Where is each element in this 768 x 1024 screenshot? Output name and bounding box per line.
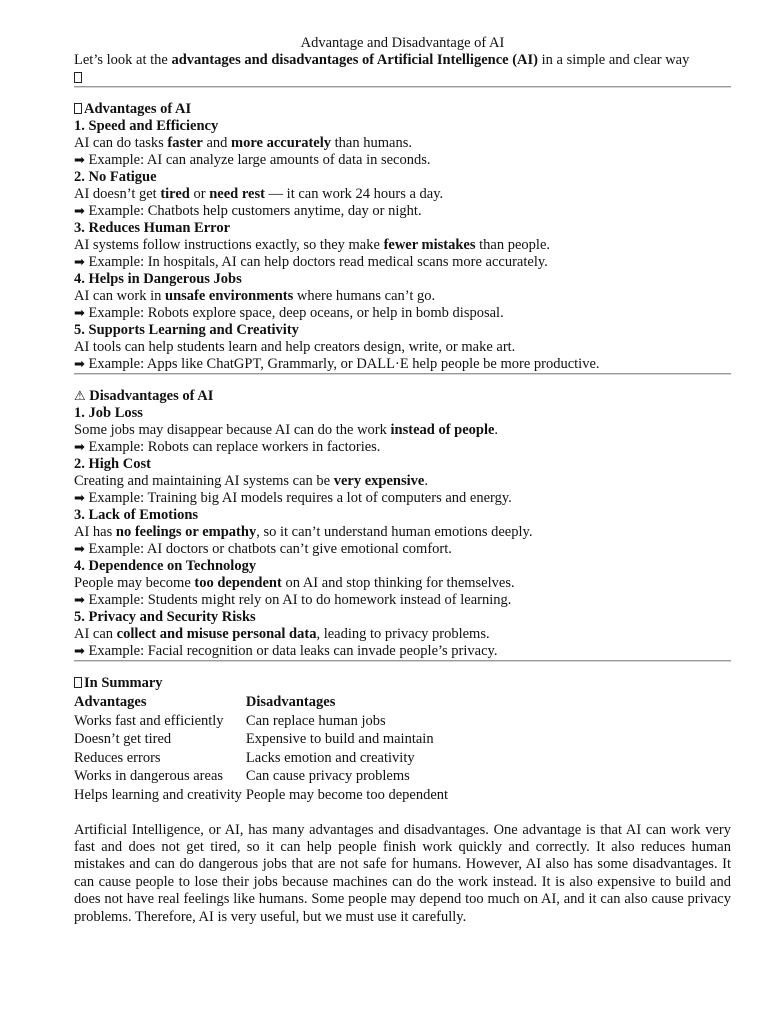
- disadvantage-item-text: [74, 575, 731, 592]
- disadvantage-item-heading: 3. Lack of Emotions: [74, 507, 199, 523]
- disadvantage-item-text: [74, 626, 731, 643]
- table-row: [73, 712, 451, 731]
- bold-text: instead of people: [390, 422, 495, 438]
- example-text: Example: Facial recognition or data leaks can invade people’s privacy.: [88, 643, 498, 659]
- advantage-item-example: [74, 305, 731, 322]
- text-span: AI has: [74, 524, 116, 540]
- text-span: AI can do tasks: [74, 135, 168, 151]
- disadvantage-item-example: [74, 643, 731, 660]
- disadvantage-item-text: [74, 524, 731, 541]
- advantage-item-text: [74, 339, 731, 356]
- advantage-item-heading: 2. No Fatigue: [74, 169, 157, 185]
- example-text: Example: Robots can replace workers in factories.: [88, 439, 381, 455]
- bold-text: no feelings or empathy: [115, 524, 257, 540]
- text-span: , leading to privacy problems.: [316, 626, 490, 642]
- arrow-right-icon: ➡: [74, 204, 85, 219]
- advantage-item-text: [74, 135, 731, 152]
- table-cell: Expensive to build and maintain: [245, 731, 434, 748]
- example-text: Example: Apps like ChatGPT, Grammarly, or DALL·E help people be more productive.: [88, 356, 600, 372]
- column-header-advantages: Advantages: [74, 694, 147, 710]
- text-span: than people.: [475, 237, 551, 253]
- advantage-item-example: [74, 254, 731, 271]
- advantage-item-text: [74, 288, 731, 305]
- table-row: [73, 730, 451, 749]
- example-text: Example: AI doctors or chatbots can’t give emotional comfort.: [88, 541, 452, 557]
- text-span: than humans.: [331, 135, 412, 151]
- example-text: Example: Robots explore space, deep oceans, or help in bomb disposal.: [88, 305, 504, 321]
- example-text: Example: AI can analyze large amounts of data in seconds.: [88, 152, 431, 168]
- text-span: AI can: [74, 626, 117, 642]
- disadvantage-item-example: [74, 439, 731, 456]
- advantages-list: [74, 118, 731, 373]
- example-text: Example: Training big AI models requires a lot of computers and energy.: [88, 490, 512, 506]
- text-span: or: [189, 186, 210, 202]
- disadvantage-item-heading: 1. Job Loss: [74, 405, 143, 421]
- advantage-item-heading: 3. Reduces Human Error: [74, 220, 231, 236]
- text-span: and: [202, 135, 232, 151]
- bold-text: tired: [160, 186, 190, 202]
- bold-text: unsafe environments: [165, 288, 294, 304]
- missing-glyph-icon: [74, 677, 82, 688]
- text-span: , so it can’t understand human emotions deeply.: [256, 524, 533, 540]
- text-span: .: [494, 422, 499, 438]
- bold-text: fewer mistakes: [383, 237, 476, 253]
- advantage-item-heading: 1. Speed and Efficiency: [74, 118, 219, 134]
- disadvantage-item-heading: 4. Dependence on Technology: [74, 558, 257, 574]
- missing-glyph-icon: [74, 103, 82, 114]
- bold-text: collect and misuse personal data: [116, 626, 317, 642]
- bold-text: more accurately: [231, 135, 332, 151]
- text-span: People may become: [74, 575, 195, 591]
- summary-table: [73, 693, 451, 805]
- summary-header-row: [73, 693, 451, 712]
- table-row: [73, 767, 451, 786]
- arrow-right-icon: ➡: [74, 644, 85, 659]
- advantage-item-heading: 4. Helps in Dangerous Jobs: [74, 271, 242, 287]
- advantage-item-example: [74, 356, 731, 373]
- bold-text: need rest: [209, 186, 265, 202]
- text-span: Some jobs may disappear because AI can do the work: [74, 422, 391, 438]
- disadvantage-item-example: [74, 541, 731, 558]
- table-row: [73, 749, 451, 768]
- disadvantages-list: [74, 405, 731, 660]
- disadvantage-item-example: [74, 490, 731, 507]
- arrow-right-icon: ➡: [74, 306, 85, 321]
- text-span: AI systems follow instructions exactly, so they make: [74, 237, 384, 253]
- example-text: Example: In hospitals, AI can help doctors read medical scans more accurately.: [88, 254, 548, 270]
- document-title: Advantage and Disadvantage of AI: [300, 35, 505, 51]
- advantages-heading: Advantages of AI: [74, 101, 731, 118]
- intro-pre: Let’s look at the: [74, 52, 172, 68]
- table-cell: Works fast and efficiently: [74, 712, 224, 729]
- intro-line: [74, 52, 731, 69]
- advantage-item-example: [74, 152, 731, 169]
- table-cell: People may become too dependent: [245, 786, 449, 803]
- bold-text: very expensive: [333, 473, 425, 489]
- intro-post: in a simple and clear way: [537, 52, 690, 68]
- bold-text: faster: [167, 135, 203, 151]
- column-header-disadvantages: Disadvantages: [245, 694, 336, 710]
- disadvantage-item-heading: 5. Privacy and Security Risks: [74, 609, 256, 625]
- summary-heading: In Summary: [74, 675, 731, 692]
- missing-glyph-icon: [74, 72, 82, 83]
- arrow-right-icon: ➡: [74, 542, 85, 557]
- arrow-right-icon: ➡: [74, 593, 85, 608]
- advantage-item-heading: 5. Supports Learning and Creativity: [74, 322, 299, 338]
- text-span: — it can work 24 hours a day.: [264, 186, 444, 202]
- advantage-item-text: [74, 186, 731, 203]
- bold-text: too dependent: [194, 575, 282, 591]
- arrow-right-icon: ➡: [74, 255, 85, 270]
- intro-icon-line: [74, 69, 731, 86]
- intro-bold: advantages and disadvantages of Artificial Intelligence (AI): [171, 52, 538, 68]
- text-span: on AI and stop thinking for themselves.: [281, 575, 515, 591]
- text-span: AI can work in: [74, 288, 166, 304]
- conclusion-paragraph: Artificial Intelligence, or AI, has many advantages and disadvantages. One advantage is that AI can work very fast and does not get tired, so it can help people finish work quickly and correctly. It also reduces human mistakes and can do dangerous jobs that are not safe for humans. However, AI also has some disadvantages. It can cause people to lose their jobs because machines can do the work instead. It is also expensive to build and does not have real feelings like humans. Some people may depend too much on AI, and it can also cause privacy problems. Therefore, AI is very useful, but we must use it carefully.: [74, 821, 731, 925]
- table-cell: Can replace human jobs: [245, 712, 386, 729]
- example-text: Example: Chatbots help customers anytime, day or night.: [88, 203, 422, 219]
- table-cell: Can cause privacy problems: [245, 768, 410, 785]
- disadvantages-heading: ⚠ Disadvantages of AI: [74, 388, 214, 404]
- text-span: AI doesn’t get: [74, 186, 161, 202]
- warning-icon: ⚠: [74, 389, 86, 404]
- document-page: [74, 34, 731, 926]
- disadvantage-item-example: [74, 592, 731, 609]
- table-cell: Lacks emotion and creativity: [245, 749, 415, 766]
- arrow-right-icon: ➡: [74, 440, 85, 455]
- table-cell: Reduces errors: [74, 749, 161, 766]
- table-cell: Works in dangerous areas: [74, 768, 224, 785]
- example-text: Example: Students might rely on AI to do homework instead of learning.: [88, 592, 512, 608]
- table-row: [73, 786, 451, 805]
- arrow-right-icon: ➡: [74, 357, 85, 372]
- text-span: AI tools can help students learn and help creators design, write, or make art.: [74, 339, 516, 355]
- disadvantage-item-text: [74, 473, 731, 490]
- advantage-item-example: [74, 203, 731, 220]
- text-span: where humans can’t go.: [293, 288, 436, 304]
- arrow-right-icon: ➡: [74, 153, 85, 168]
- advantage-item-text: [74, 237, 731, 254]
- table-cell: Helps learning and creativity: [74, 786, 242, 803]
- arrow-right-icon: ➡: [74, 491, 85, 506]
- disadvantage-item-text: [74, 422, 731, 439]
- table-cell: Doesn’t get tired: [74, 731, 172, 748]
- text-span: .: [424, 473, 428, 489]
- disadvantage-item-heading: 2. High Cost: [74, 456, 151, 472]
- text-span: Creating and maintaining AI systems can be: [74, 473, 334, 489]
